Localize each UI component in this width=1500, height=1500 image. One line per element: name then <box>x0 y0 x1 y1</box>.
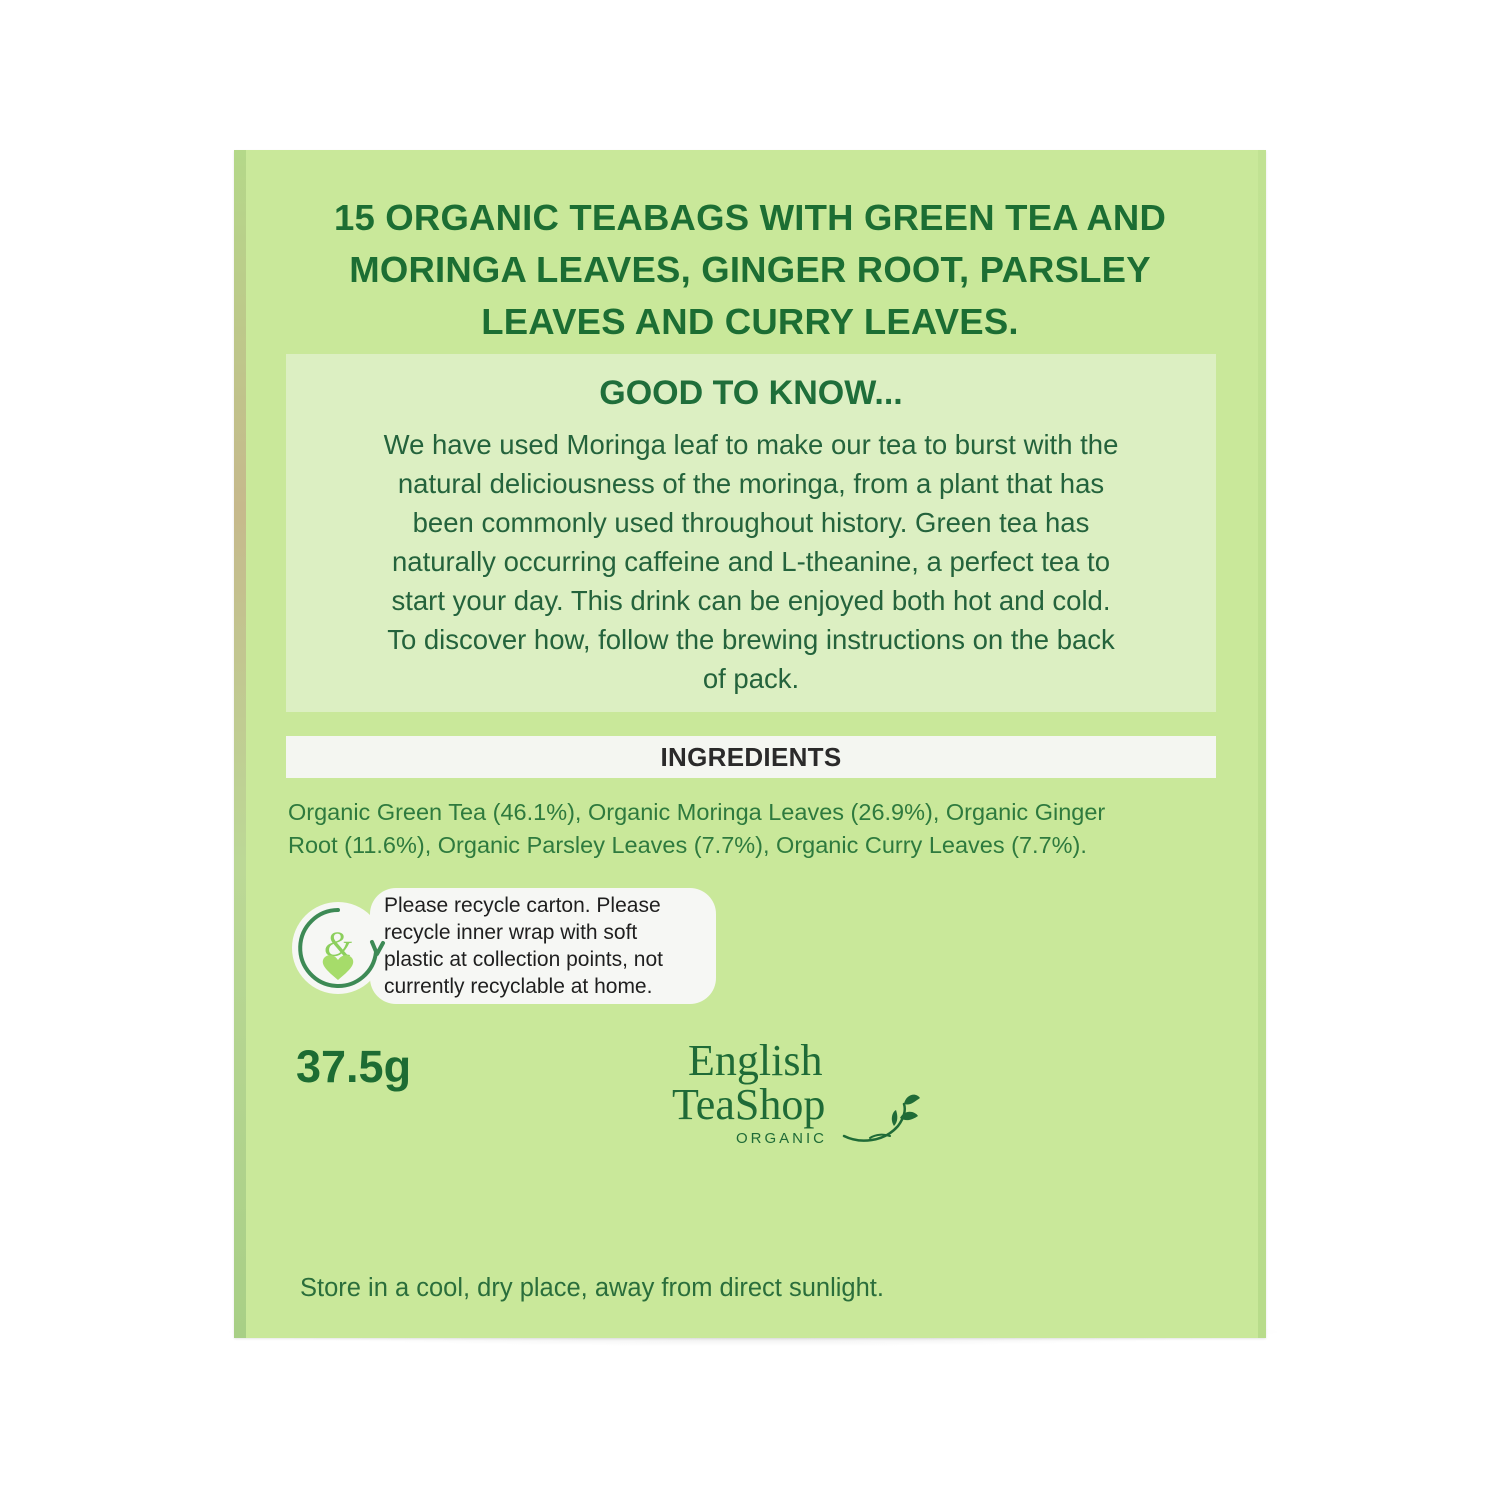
good-to-know-title: GOOD TO KNOW... <box>599 374 903 412</box>
svg-text:&: & <box>323 924 353 964</box>
headline-line: MORINGA LEAVES, GINGER ROOT, PARSLEY <box>349 249 1151 290</box>
ingredients-header-bar <box>286 736 1216 778</box>
good-to-know-line: of pack. <box>702 663 800 694</box>
recycle-text-pill <box>370 888 716 1004</box>
headline-line: LEAVES AND CURRY LEAVES. <box>481 301 1019 342</box>
good-to-know-line: We have used Moringa leaf to make our tea to burst with the <box>383 429 1119 460</box>
good-to-know-line: To discover how, follow the brewing instructions on the back <box>387 624 1115 655</box>
tea-box-panel <box>234 150 1266 1338</box>
good-to-know-line: start your day. This drink can be enjoyed both hot and cold. <box>391 585 1111 616</box>
good-to-know-text <box>300 425 1202 698</box>
english-tea-shop-logo <box>664 1036 924 1166</box>
logo-line-organic: ORGANIC <box>736 1130 828 1147</box>
recycle-notice <box>288 888 718 1006</box>
recycle-line: plastic at collection points, not <box>384 948 663 971</box>
ingredients-title: INGREDIENTS <box>660 742 842 772</box>
net-weight: 37.5g <box>296 1041 412 1092</box>
headline-line: 15 ORGANIC TEABAGS WITH GREEN TEA AND <box>333 197 1167 238</box>
good-to-know-line: been commonly used throughout history. Green tea has <box>412 507 1090 538</box>
ingredients-line: Root (11.6%), Organic Parsley Leaves (7.7%), Organic Curry Leaves (7.7%). <box>288 832 1087 858</box>
recycle-ampersand-heart-icon <box>288 898 388 998</box>
product-headline <box>274 192 1226 348</box>
logo-line-teashop: TeaShop <box>672 1080 826 1129</box>
storage-instructions: Store in a cool, dry place, away from direct sunlight. <box>300 1274 884 1302</box>
ingredients-line: Organic Green Tea (46.1%), Organic Moringa Leaves (26.9%), Organic Ginger <box>288 799 1106 825</box>
good-to-know-line: naturally occurring caffeine and L-theanine, a perfect tea to <box>391 546 1110 577</box>
box-left-edge <box>234 150 246 1338</box>
good-to-know-panel <box>286 354 1216 712</box>
leaf-sprig-icon <box>840 1092 922 1148</box>
recycle-text <box>384 892 710 1000</box>
good-to-know-line: natural deliciousness of the moringa, from a plant that has <box>397 468 1105 499</box>
ingredients-list <box>288 796 1238 862</box>
box-right-edge <box>1258 150 1266 1338</box>
recycle-line: currently recyclable at home. <box>384 975 653 998</box>
logo-line-english: English <box>688 1036 823 1085</box>
recycle-line: Please recycle carton. Please <box>384 894 661 917</box>
recycle-line: recycle inner wrap with soft <box>384 921 638 944</box>
